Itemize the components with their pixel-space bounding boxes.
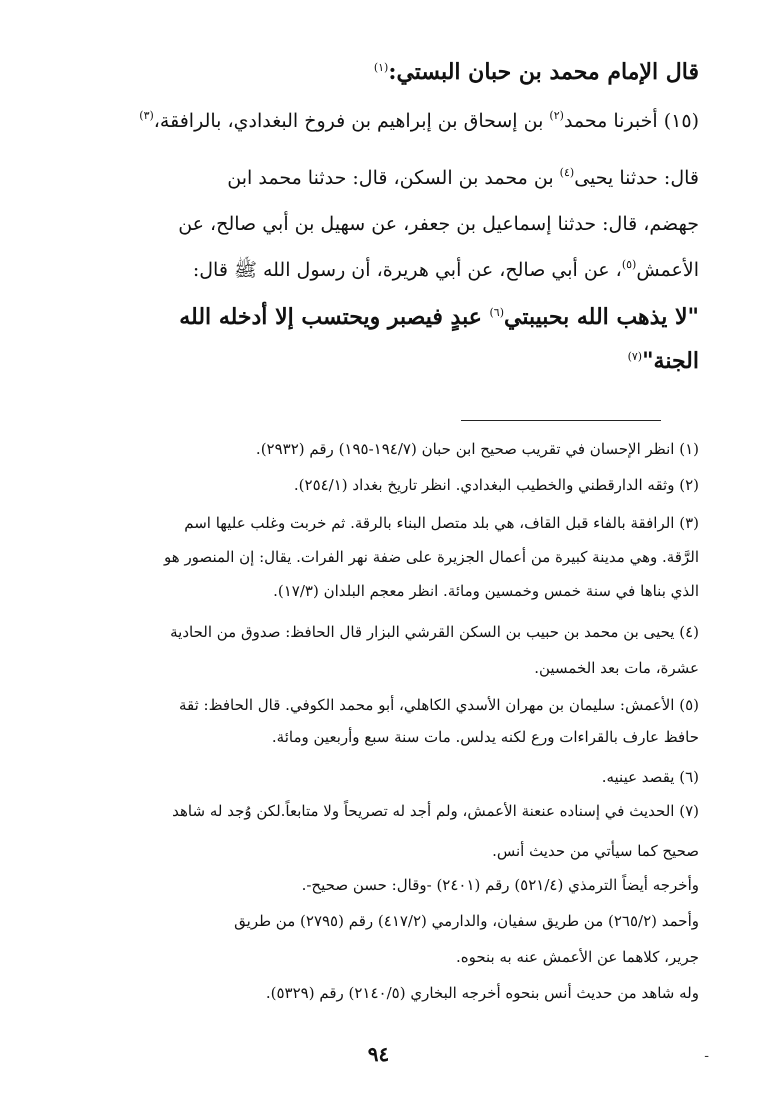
hadith-quote-part-b: عبدٍ فيصبر ويحتسب إلا أدخله الله <box>179 304 490 330</box>
footnote-6: (٦) يقصد عينيه. <box>601 768 699 786</box>
heading-text: قال الإمام محمد بن حبان البستي: <box>388 59 699 85</box>
hadith-line-4 <box>58 252 699 288</box>
hadith-quote-line-2-text: الجنة" <box>642 348 699 374</box>
footnote-4-line-1: (٤) يحيى بن محمد بن حبيب بن السكن القرشي البزار قال الحافظ: صدوق من الحادية <box>170 623 699 641</box>
footnote-5-line-1: (٥) الأعمش: سليمان بن مهران الأسدي الكاهلي، أبو محمد الكوفي. قال الحافظ: ثقة <box>178 696 699 714</box>
footnote-5-line-2: حافظ عارف بالقراءات ورع لكنه يدلس. مات سنة سبع وأربعين ومائة. <box>271 728 699 746</box>
footnote-7-line-4: وأحمد (٢٦٥/٢) من طريق سفيان، والدارمي (٤١٧/٢) رقم (٢٧٩٥) من طريق <box>234 912 699 930</box>
footnote-3-line-2: الرَّقة. وهي مدينة كبيرة من أعمال الجزيرة على ضفة نهر الفرات. يقال: إن المنصور هو <box>164 548 699 566</box>
hadith-line-2 <box>58 160 699 196</box>
footnote-divider <box>461 420 661 421</box>
footnote-ref-2: (٢) <box>549 109 564 122</box>
hadith-line-2-part-b: بن محمد بن السكن، قال: حدثنا محمد ابن <box>227 167 560 189</box>
footnote-ref-3: (٣) <box>139 109 154 122</box>
chapter-heading <box>99 52 699 92</box>
hadith-line-1-part-b: بن إسحاق بن إبراهيم بن فروخ البغدادي، بالرافقة، <box>153 110 550 132</box>
hadith-line-2-part-a: قال: حدثنا يحيى <box>574 167 699 189</box>
footnote-ref-7: (٧) <box>627 350 643 363</box>
hadith-quote-part-a: "لا يذهب الله بحبيبتي <box>504 304 699 330</box>
hadith-line-4-part-a: الأعمش <box>636 259 699 281</box>
footnote-7-line-3: وأخرجه أيضاً الترمذي (٥٢١/٤) رقم (٢٤٠١) -وقال: حسن صحيح-. <box>301 876 699 894</box>
hadith-quote-line-2 <box>58 340 699 382</box>
hadith-quote-line-1 <box>58 296 699 338</box>
footnote-4-line-2: عشرة، مات بعد الخمسين. <box>534 659 699 677</box>
hadith-line-1-part-a: (١٥) أخبرنا محمد <box>563 110 699 132</box>
hadith-line-4-part-b: ، عن أبي صالح، عن أبي هريرة، أن رسول الله ﷺ قال: <box>192 259 622 281</box>
footnote-7-line-2: صحيح كما سيأتي من حديث أنس. <box>492 842 699 860</box>
hadith-line-1 <box>58 103 699 139</box>
footnote-ref-6: (٦) <box>489 306 505 319</box>
footnote-7-line-6: وله شاهد من حديث أنس بنحوه أخرجه البخاري (٢١٤٠/٥) رقم (٥٣٢٩). <box>265 984 699 1002</box>
bottom-margin-mark: - <box>704 1048 709 1064</box>
footnote-1: (١) انظر الإحسان في تقريب صحيح ابن حبان (١٩٤/٧-١٩٥) رقم (٢٩٣٢). <box>255 440 699 458</box>
page-number: ٩٤ <box>367 1042 390 1066</box>
footnote-ref-5: (٥) <box>621 258 637 271</box>
footnote-7-line-1: (٧) الحديث في إسناده عنعنة الأعمش، ولم أجد له تصريحاً ولا متابعاً.لكن وُجد له شاهد <box>172 802 699 820</box>
footnote-2: (٢) وثقه الدارقطني والخطيب البغدادي. انظر تاريخ بغداد (٢٥٤/١). <box>293 476 699 494</box>
footnote-3-line-3: الذي بناها في سنة خمس وخمسين ومائة. انظر معجم البلدان (١٧/٣). <box>273 582 699 600</box>
footnote-ref-4: (٤) <box>559 166 575 179</box>
footnote-3-line-1: (٣) الرافقة بالفاء قبل القاف، هي بلد متصل البناء بالرقة. ثم خربت وغلب عليها اسم <box>184 514 699 532</box>
hadith-line-3: جهضم، قال: حدثنا إسماعيل بن جعفر، عن سهيل بن أبي صالح، عن <box>178 213 699 235</box>
footnote-7-line-5: جرير، كلاهما عن الأعمش عنه به بنحوه. <box>455 948 699 966</box>
footnote-ref-1: (١) <box>373 61 389 74</box>
